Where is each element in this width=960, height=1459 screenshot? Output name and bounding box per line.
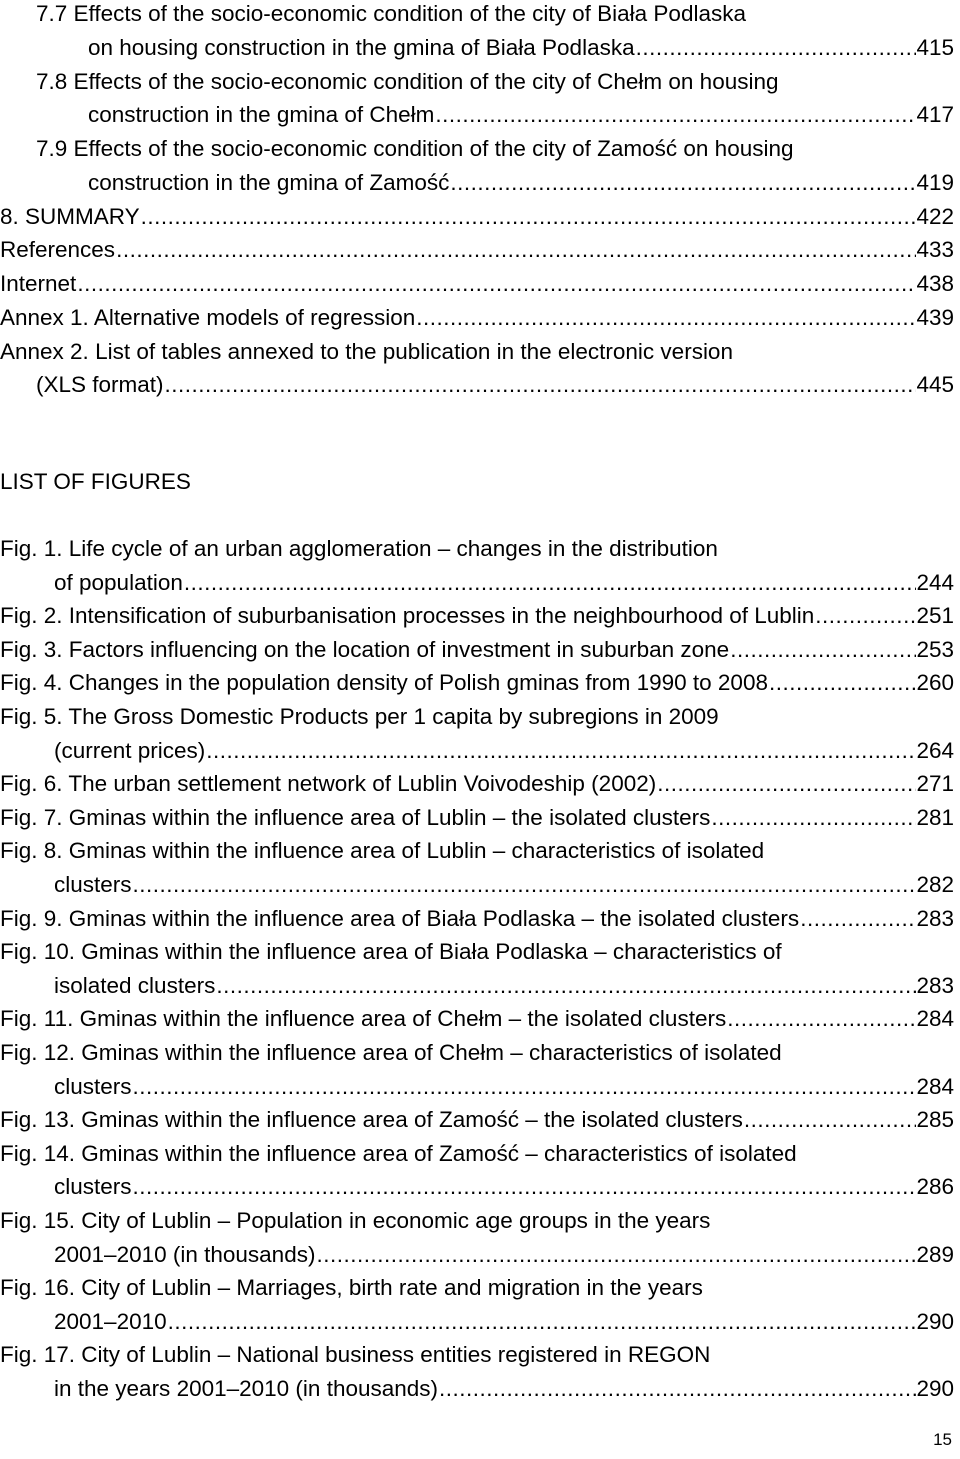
figure-entry-page: 284 — [916, 1006, 954, 1032]
figure-entry[interactable] — [0, 700, 954, 734]
dot-leader — [800, 902, 916, 936]
figure-entry-page: 282 — [916, 872, 954, 897]
figure-entry[interactable] — [0, 633, 954, 667]
toc-entry-page: 433 — [916, 237, 954, 263]
dot-leader — [744, 1103, 917, 1137]
figure-entry-page: 289 — [916, 1241, 954, 1267]
figure-entry-title: Fig. 3. Factors influencing on the location of investment in suburban zone — [0, 636, 730, 662]
figure-entry[interactable] — [0, 1002, 954, 1036]
figure-entry[interactable] — [54, 1238, 954, 1272]
toc-entry-page: 445 — [916, 372, 954, 398]
toc-entry[interactable] — [0, 200, 954, 234]
dot-leader — [165, 368, 917, 402]
figure-entry-title: Fig. 12. Gminas within the influence area of Chełm – characteristics of isolated — [0, 1040, 782, 1065]
toc-entry[interactable] — [0, 335, 954, 369]
figure-entry[interactable] — [0, 1338, 954, 1372]
toc-entry-page: 422 — [916, 203, 954, 229]
figure-entry[interactable] — [54, 1305, 954, 1339]
figure-entry[interactable] — [54, 1372, 954, 1406]
figure-entry-title: Fig. 9. Gminas within the influence area of Biała Podlaska – the isolated clusters — [0, 905, 800, 931]
figure-entry-page: 251 — [916, 603, 954, 629]
figure-entry-page: 283 — [916, 972, 954, 998]
dot-leader — [711, 801, 916, 835]
dot-leader — [184, 566, 917, 600]
figure-entry[interactable] — [54, 868, 954, 902]
figure-entry-title: clusters — [54, 1174, 132, 1200]
figure-entry-title: Fig. 1. Life cycle of an urban agglomeration – changes in the distribution — [0, 536, 718, 561]
toc-entry-title: (XLS format) — [36, 372, 164, 398]
figure-entry[interactable] — [0, 834, 954, 868]
figure-entry[interactable] — [54, 969, 954, 1003]
toc-entry-title: on housing construction in the gmina of Biała Podlaska — [88, 34, 635, 60]
figure-entry-title: clusters — [54, 1073, 132, 1099]
figure-entry[interactable] — [54, 1170, 954, 1204]
toc-entry[interactable] — [36, 65, 954, 99]
figure-entry[interactable] — [0, 767, 954, 801]
toc-entry-title: 7.8 Effects of the socio-economic condition of the city of Chełm on housing — [36, 68, 779, 94]
toc-entry[interactable] — [36, 368, 954, 402]
dot-leader — [636, 31, 917, 65]
list-of-figures-heading: LIST OF FIGURES — [0, 469, 191, 494]
dot-leader — [216, 969, 916, 1003]
toc-entry-title: construction in the gmina of Chełm — [88, 102, 435, 128]
figure-entry-title: Fig. 15. City of Lublin – Population in economic age groups in the years — [0, 1208, 711, 1233]
figure-entry[interactable] — [0, 1036, 954, 1070]
figure-entry-title: Fig. 8. Gminas within the influence area of Lublin – characteristics of isolated — [0, 838, 765, 864]
figure-entry-title: Fig. 16. City of Lublin – Marriages, birth rate and migration in the years — [0, 1275, 703, 1301]
dot-leader — [77, 267, 916, 301]
toc-entry[interactable] — [88, 98, 954, 132]
dot-leader — [435, 98, 916, 132]
figure-entry-title: (current prices) — [54, 737, 206, 763]
toc-entry-title: 7.7 Effects of the socio-economic condition of the city of Biała Podlaska — [36, 1, 746, 26]
figure-entry-title: Fig. 10. Gminas within the influence area of Biała Podlaska – characteristics of — [0, 939, 782, 965]
figure-entry-title: Fig. 17. City of Lublin – National business entities registered in REGON — [0, 1342, 711, 1368]
toc-entry-title: References — [0, 237, 116, 263]
figure-entry-page: 281 — [916, 804, 954, 830]
figure-entry-title: of population — [54, 569, 183, 595]
toc-entry[interactable] — [0, 233, 954, 267]
figure-entry[interactable] — [0, 902, 954, 936]
figure-entry[interactable] — [54, 734, 954, 768]
figure-entry-page: 264 — [916, 737, 954, 763]
figure-entry[interactable] — [0, 1137, 954, 1171]
toc-entry-title: Annex 2. List of tables annexed to the publication in the electronic version — [0, 338, 733, 364]
dot-leader — [141, 200, 917, 234]
toc-entry[interactable] — [0, 301, 954, 335]
toc-entry-title: construction in the gmina of Zamość — [88, 169, 450, 195]
toc-entry-title: Annex 1. Alternative models of regression — [0, 304, 416, 330]
toc-entry-page: 415 — [916, 34, 954, 60]
figure-entry[interactable] — [54, 1070, 954, 1104]
figure-entry[interactable] — [0, 1204, 954, 1238]
figure-entry[interactable] — [0, 599, 954, 633]
figure-entry-page: 284 — [916, 1073, 954, 1099]
toc-entry-title: Internet — [0, 271, 77, 296]
dot-leader — [133, 1070, 917, 1104]
figure-entry-title: Fig. 11. Gminas within the influence area of Chełm – the isolated clusters — [0, 1006, 727, 1032]
figure-entry-page: 271 — [916, 771, 954, 797]
dot-leader — [657, 767, 916, 801]
figure-entry-title: Fig. 7. Gminas within the influence area of Lublin – the isolated clusters — [0, 804, 711, 830]
figure-entry-title: Fig. 2. Intensification of suburbanisation processes in the neighbourhood of Lublin — [0, 603, 815, 629]
figure-entry-page: 285 — [916, 1107, 954, 1133]
toc-entry[interactable] — [88, 166, 954, 200]
figure-entry-title: 2001–2010 — [54, 1308, 167, 1334]
toc-entry-page: 438 — [916, 271, 954, 296]
toc-entry-title: 7.9 Effects of the socio-economic condition of the city of Zamość on housing — [36, 136, 794, 161]
figure-entry-page: 244 — [916, 569, 954, 595]
dot-leader — [730, 633, 916, 667]
figure-entry[interactable] — [0, 1103, 954, 1137]
figure-entry-title: clusters — [54, 872, 132, 897]
dot-leader — [206, 734, 916, 768]
toc-entry[interactable] — [36, 0, 954, 31]
figure-entry-page: 286 — [916, 1174, 954, 1200]
toc-entry-page: 439 — [916, 304, 954, 330]
toc-entry[interactable] — [36, 132, 954, 166]
figure-entry-page: 283 — [916, 905, 954, 931]
figure-entry[interactable] — [0, 801, 954, 835]
dot-leader — [416, 301, 916, 335]
figure-entry-page: 290 — [916, 1308, 954, 1334]
figure-entry-title: 2001–2010 (in thousands) — [54, 1241, 316, 1267]
dot-leader — [815, 599, 916, 633]
figure-entry-title: isolated clusters — [54, 972, 216, 998]
dot-leader — [133, 868, 917, 902]
dot-leader — [133, 1170, 917, 1204]
dot-leader — [450, 166, 916, 200]
figure-entry-page: 290 — [916, 1376, 954, 1401]
toc-entry[interactable] — [0, 267, 954, 301]
toc-entry[interactable] — [88, 31, 954, 65]
toc-entry-page: 417 — [916, 102, 954, 128]
figure-entry-title: in the years 2001–2010 (in thousands) — [54, 1376, 439, 1401]
figure-entry-title: Fig. 5. The Gross Domestic Products per 1 capita by subregions in 2009 — [0, 704, 719, 729]
figure-entry-page: 260 — [916, 670, 954, 696]
figure-entry-title: Fig. 6. The urban settlement network of Lublin Voivodeship (2002) — [0, 771, 657, 797]
dot-leader — [439, 1372, 916, 1406]
figure-entry[interactable] — [54, 566, 954, 600]
toc-entry-page: 419 — [916, 169, 954, 195]
toc-entry-title: 8. SUMMARY — [0, 203, 140, 229]
dot-leader — [116, 233, 916, 267]
figure-entry-title: Fig. 13. Gminas within the influence area of Zamość – the isolated clusters — [0, 1107, 743, 1133]
figure-entry[interactable] — [0, 1271, 954, 1305]
figure-entry-title: Fig. 4. Changes in the population density of Polish gminas from 1990 to 2008 — [0, 670, 768, 696]
figure-entry-title: Fig. 14. Gminas within the influence area of Zamość – characteristics of isolated — [0, 1140, 797, 1166]
dot-leader — [316, 1238, 916, 1272]
dot-leader — [727, 1002, 916, 1036]
dot-leader — [168, 1305, 917, 1339]
dot-leader — [769, 666, 916, 700]
page-number: 15 — [933, 1430, 952, 1449]
figure-entry-page: 253 — [916, 636, 954, 662]
figure-entry[interactable] — [0, 666, 954, 700]
figure-entry[interactable] — [0, 532, 954, 566]
figure-entry[interactable] — [0, 935, 954, 969]
